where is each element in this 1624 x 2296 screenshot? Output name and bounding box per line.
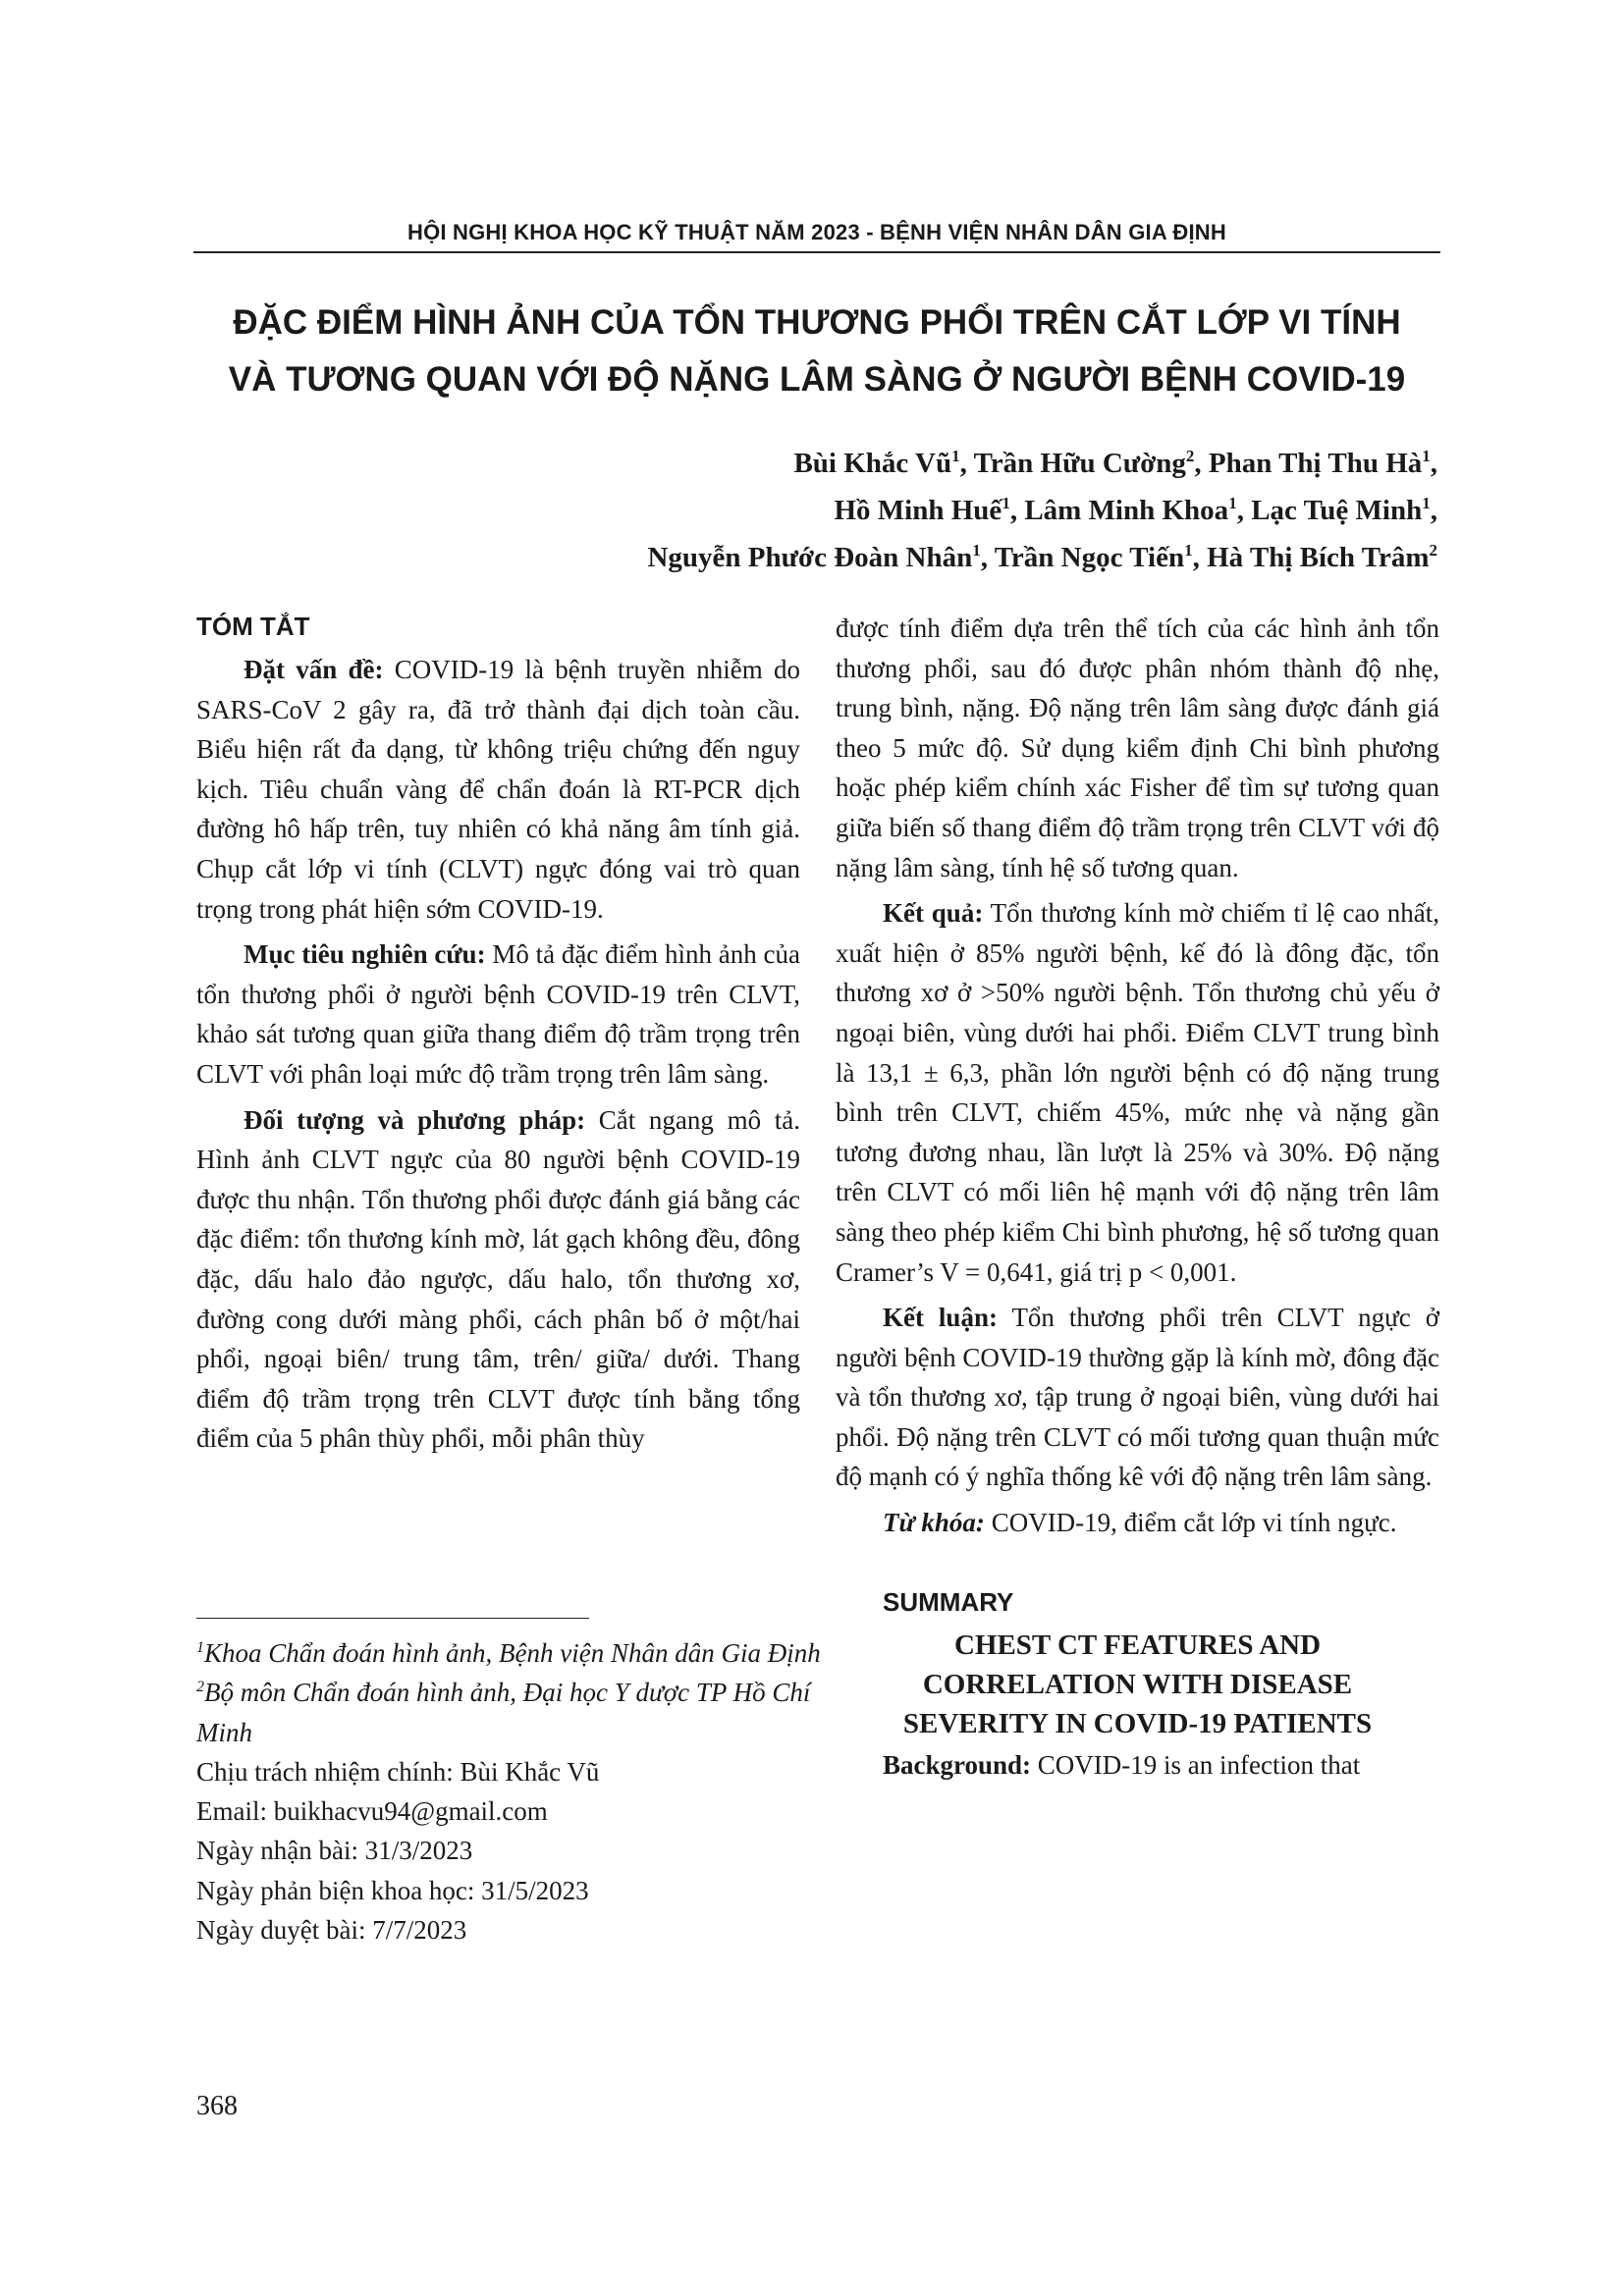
author-name: Trần Hữu Cường xyxy=(973,448,1186,479)
authors-line-3: Nguyễn Phước Đoàn Nhân$^1$, Trần Ngọc Tiến$^1$, Hà Thị Bích Trâm$^2$ xyxy=(647,541,1437,573)
abstract-methods xyxy=(196,1100,800,1459)
methods-text: Cắt ngang mô tả. Hình ảnh CLVT ngực của 80 người bệnh COVID-19 được thu nhận. Tổn thương phổi được đánh giá bằng các đặc điểm: tổn thương kính mờ, lát gạch không đều, đông đặc, dấu halo đảo ngược, dấu halo, tổn thương xơ, đường cong dưới màng phổi, cách phân bố ở một/hai phổi, ngoại biên/ trung tâm, trên/ giữa/ dưới. Thang điểm độ trầm trọng trên CLVT được tính bằng tổng điểm của 5 phân thùy phổi, mỗi phân thùy xyxy=(196,1104,800,1454)
summary-background-label: Background: xyxy=(883,1749,1032,1780)
right-column xyxy=(836,609,1439,1790)
abstract-conclusion xyxy=(836,1298,1439,1497)
abstract-keywords xyxy=(836,1503,1439,1543)
affiliation-text: Khoa Chẩn đoán hình ảnh, Bệnh viện Nhân dân Gia Định xyxy=(204,1638,821,1668)
author-affiliation: 1 xyxy=(1422,447,1431,465)
summary-heading: SUMMARY xyxy=(883,1586,1014,1617)
author-affiliation: 1 xyxy=(1184,541,1193,560)
summary-background-text: COVID-19 is an infection that xyxy=(1031,1749,1361,1780)
english-title-line-3: SEVERITY IN COVID-19 PATIENTS xyxy=(902,1707,1373,1739)
footnote-rule xyxy=(196,1618,589,1619)
affiliation-2 xyxy=(196,1673,825,1752)
abstract-methods-continued: được tính điểm dựa trên thể tích của các hình ảnh tổn thương phổi, sau đó được phân nhóm thành độ nhẹ, trung bình, nặng. Độ nặng trên lâm sàng được đánh giá theo 5 mức độ. Sử dụng kiểm định Chi bình phương hoặc phép kiểm chính xác Fisher để tìm sự tương quan giữa biến số thang điểm độ trầm trọng trên CLVT với độ nặng lâm sàng, tính hệ số tương quan. xyxy=(836,614,1439,882)
author-name: Trần Ngọc Tiến xyxy=(994,542,1185,573)
running-header: HỘI NGHỊ KHOA HỌC KỸ THUẬT NĂM 2023 - BỆNH VIỆN NHÂN DÂN GIA ĐỊNH xyxy=(407,220,1226,244)
objective-label: Mục tiêu nghiên cứu: xyxy=(244,939,486,970)
corresponding-author: Chịu trách nhiệm chính: Bùi Khắc Vũ xyxy=(196,1756,600,1787)
keywords-text: COVID-19, điểm cắt lớp vi tính ngực. xyxy=(984,1508,1397,1538)
conclusion-text: Tổn thương phổi trên CLVT ngực ở người bệnh COVID-19 thường gặp là kính mờ, đông đặc và tổn thương xơ, tập trung ở ngoại biên, vùng dưới hai phổi. Độ nặng trên CLVT có mối tương quan thuận mức độ mạnh có ý nghĩa thống kê với độ nặng trên lâm sàng. xyxy=(836,1303,1440,1492)
article-title xyxy=(193,294,1440,408)
author-affiliation: 1 xyxy=(1422,494,1431,512)
author-affiliation: 1 xyxy=(1228,494,1237,512)
date-reviewed: Ngày phản biện khoa học: 31/5/2023 xyxy=(196,1875,589,1905)
footnotes xyxy=(196,1633,825,1949)
english-title-line-1: CHEST CT FEATURES AND xyxy=(953,1629,1322,1661)
english-title xyxy=(836,1626,1439,1743)
title-line-1: ĐẶC ĐIỂM HÌNH ẢNH CỦA TỔN THƯƠNG PHỔI TRÊN CẮT LỚP VI TÍNH xyxy=(233,303,1401,342)
author-name: Hà Thị Bích Trâm xyxy=(1207,542,1430,573)
corresponding-email: Email: buikhacvu94@gmail.com xyxy=(196,1796,548,1827)
page-number: 368 xyxy=(196,2091,238,2121)
background-text: COVID-19 là bệnh truyền nhiễm do SARS-CoV 2 gây ra, đã trở thành đại dịch toàn cầu. Biểu hiện rất đa dạng, từ không triệu chứng đến nguy kịch. Tiêu chuẩn vàng để chẩn đoán là RT-PCR dịch đường hô hấp trên, tuy nhiên có khả năng âm tính giả. Chụp cắt lớp vi tính (CLVT) ngực đóng vai trò quan trọng trong phát hiện sớm COVID-19. xyxy=(196,655,801,924)
english-title-line-2: CORRELATION WITH DISEASE xyxy=(922,1668,1353,1700)
author-affiliation: 1 xyxy=(972,541,981,560)
abstract-heading: TÓM TẮT xyxy=(196,612,310,641)
author-name: Lạc Tuệ Minh xyxy=(1251,495,1423,526)
abstract-background xyxy=(196,650,800,929)
methods-label: Đối tượng và phương pháp: xyxy=(244,1104,586,1135)
objective-text: Mô tả đặc điểm hình ảnh của tổn thương phổi ở người bệnh COVID-19 trên CLVT, khảo sát tương quan giữa thang điểm độ trầm trọng trên CLVT với phân loại mức độ trầm trọng trên lâm sàng. xyxy=(196,939,800,1089)
author-affiliation: 2 xyxy=(1185,447,1195,465)
affiliation-number: 2 xyxy=(196,1679,204,1696)
left-column xyxy=(196,607,800,1465)
conclusion-label: Kết luận: xyxy=(883,1303,998,1333)
summary-background xyxy=(836,1745,1439,1786)
author-name: Hồ Minh Huế xyxy=(834,495,1002,526)
author-name: Bùi Khắc Vũ xyxy=(793,448,952,479)
affiliation-number: 1 xyxy=(196,1639,204,1656)
results-text: Tổn thương kính mờ chiếm tỉ lệ cao nhất, xuất hiện ở 85% người bệnh, kế đó là đông đặc, tổn thương xơ ở >50% người bệnh. Tổn thương chủ yếu ở ngoại biên, vùng dưới hai phổi. Điểm CLVT trung bình là 13,1 ± 6,3, phần lớn người bệnh có độ nặng trung bình trên CLVT, chiếm 45%, mức nhẹ và nặng gần tương đương nhau, lần lượt là 25% và 30%. Độ nặng trên CLVT có mối liên hệ mạnh với độ nặng trên lâm sàng theo phép kiểm Chi bình phương, hệ số tương quan Cramer’s V = 0,641, giá trị p < 0,001. xyxy=(836,898,1439,1287)
author-list xyxy=(456,440,1437,581)
background-label: Đặt vấn đề: xyxy=(244,655,384,684)
author-affiliation: 1 xyxy=(951,447,960,465)
date-accepted: Ngày duyệt bài: 7/7/2023 xyxy=(196,1915,467,1946)
title-line-2: VÀ TƯƠNG QUAN VỚI ĐỘ NẶNG LÂM SÀNG Ở NGƯỜI BỆNH COVID-19 xyxy=(228,360,1406,399)
affiliation-1 xyxy=(196,1633,825,1673)
keywords-label: Từ khóa: xyxy=(883,1508,985,1538)
author-affiliation: 1 xyxy=(1001,494,1010,512)
header-rule xyxy=(193,251,1440,253)
author-name: Lâm Minh Khoa xyxy=(1024,495,1229,526)
author-name: Nguyễn Phước Đoàn Nhân xyxy=(647,542,973,573)
affiliation-text: Bộ môn Chẩn đoán hình ảnh, Đại học Y dược TP Hồ Chí Minh xyxy=(196,1678,811,1747)
author-affiliation: 2 xyxy=(1429,541,1437,560)
authors-line-2: Hồ Minh Huế$^1$, Lâm Minh Khoa$^1$, Lạc Tuệ Minh$^1$, xyxy=(834,494,1437,526)
results-label: Kết quả: xyxy=(883,898,984,929)
authors-line-1: Bùi Khắc $Vũ^1$, Trần Hữu Cường$^2$, Phan Thị Thu $Hà^1$, xyxy=(793,447,1437,479)
date-received: Ngày nhận bài: 31/3/2023 xyxy=(196,1836,473,1866)
abstract-objective xyxy=(196,934,800,1094)
author-name: Phan Thị Thu Hà xyxy=(1208,448,1423,479)
abstract-results xyxy=(836,893,1439,1292)
